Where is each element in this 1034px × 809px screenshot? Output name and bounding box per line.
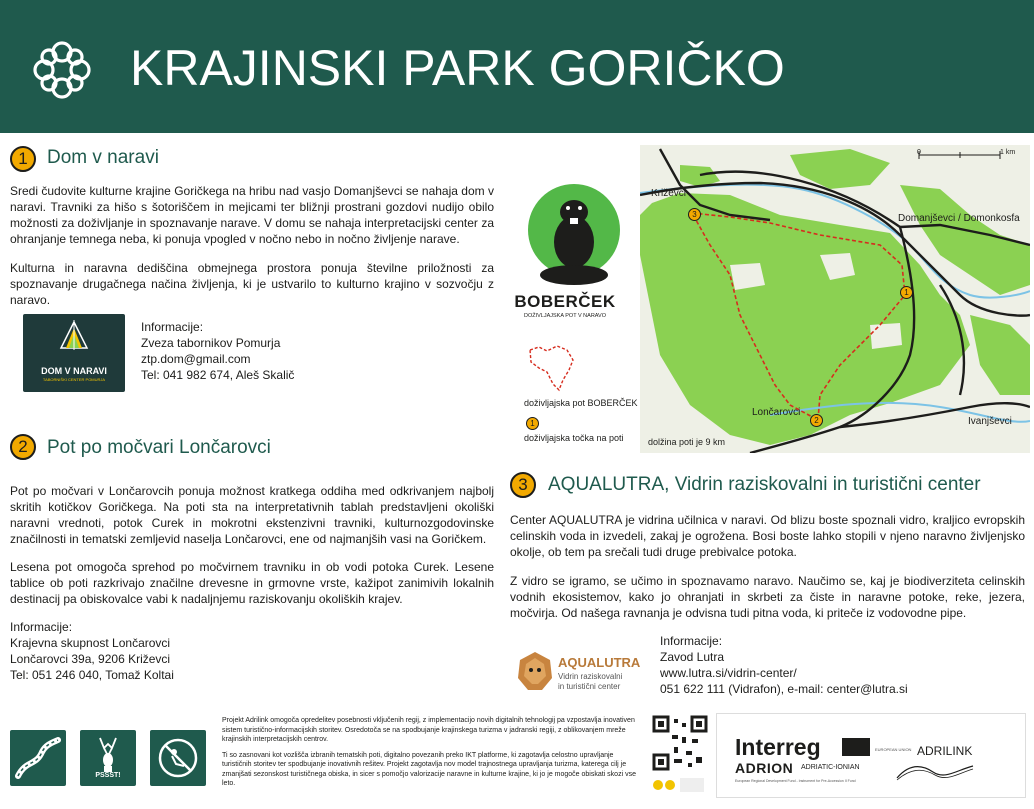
section-1-info — [141, 319, 294, 383]
map-scale-zero: 0 — [917, 149, 921, 156]
dom-v-naravi-logo — [23, 314, 125, 392]
section-2-info-address: Lončarovci 39a, 9206 Križevci — [10, 652, 171, 666]
section-1-info-line: Informacije: — [141, 320, 204, 334]
eu-flag-icon — [842, 738, 870, 756]
section-1-info-email[interactable]: ztp.dom@gmail.com — [141, 352, 251, 366]
dom-v-naravi-logo-subtitle: TABORNIŠKI CENTER POMURJA — [42, 377, 106, 382]
map-place-krizevci: Križevci — [651, 188, 687, 199]
section-1-title: Dom v naravi — [47, 147, 159, 168]
page-title: KRAJINSKI PARK GORIČKO — [130, 40, 785, 96]
footer-text-1: Projekt Adrilink omogoča opredelitev posebnosti vključenih regij, z implementacijo novih digitalnih tehnologij pa vzpostavlja inovativen sistem turistično-informacijskih storitev. Osredotoča se na spodbujanje krajinskega turizma v jadranski regiji, z oblikovanjem mreže krajinskih interpretacijskih centrov. — [222, 717, 635, 743]
map-point-1: 1 — [900, 286, 913, 299]
goricko-flower-logo-icon — [30, 38, 94, 102]
deer-icon — [80, 730, 136, 786]
footer-project-description — [222, 716, 640, 795]
section-2-number: 2 — [10, 434, 36, 460]
section-3-info-line: Zavod Lutra — [660, 650, 725, 664]
interreg-adrion-logo-box — [716, 713, 1026, 798]
bobercek-logo — [510, 180, 638, 330]
footer-pictograms — [10, 730, 206, 786]
section-2-info-phone: Tel: 051 246 040, Tomaž Koltai — [10, 668, 174, 682]
aqualutra-logo — [516, 650, 641, 694]
legend-path-sample-icon — [525, 342, 585, 396]
map-point-2: 2 — [810, 414, 823, 427]
map-point-3: 3 — [688, 208, 701, 221]
bicycle-path-icon — [10, 730, 66, 786]
section-3-info-line: Informacije: — [660, 634, 723, 648]
partner-logos-icon — [652, 774, 708, 796]
aqualutra-logo-title: AQUALUTRA — [558, 655, 641, 670]
map-route-length: dolžina poti je 9 km — [648, 437, 726, 447]
map-place-loncarovci: Lončarovci — [752, 407, 801, 418]
section-3-title: AQUALUTRA, Vidrin raziskovalni in turistični center — [548, 474, 981, 495]
section-2-paragraph-2: Lesena pot omogoča sprehod po močvirnem travniku in ob vodi potoka Curek. Lesene tablice ob poti razkrivajo značilne drevesne in grmovne vrste, kažipot zanimivih lokalnih destinacij pa obiskovalce vabi k nadaljnjemu raziskovanju okoliških krajev. — [10, 560, 494, 606]
section-2-info-line: Informacije: — [10, 620, 73, 634]
section-3-paragraph-1: Center AQUALUTRA je vidrina učilnica v naravi. Od blizu boste spoznali vidro, kraljico evropskih celinskih voda in izvedeli, zakaj je ogrožena. Bosi boste lahko stopili v njeno naravno življenjsko okolje, ob tem pa srečali tudi druge prebivalce potoka. — [510, 513, 1025, 559]
section-3-info — [660, 633, 908, 697]
section-1-info-line: Zveza tabornikov Pomurja — [141, 336, 281, 350]
footer-text-2: Ti so zasnovani kot vozlišča izbranih tematskih poti, digitalno povezanih preko IKT platforme, ki zagotavlja celostno upravljanje turističnih storitev ter spodbujanje inovativnih rešitev. Projekt zagotavlja nov model trajnostnega upravljanja turizma, katerega cilj je zmanjšati sezonskost turističnega obiska, in sicer s pomočjo valorizacije naravne in kulturne krajine, ki jo je mogoče obiskati skozi vse leto. — [222, 751, 636, 787]
eu-fund-label: European Regional Development Fund - Instrument for Pre-Accession II Fund — [735, 779, 856, 783]
legend-point-marker: 1 — [526, 417, 539, 430]
section-3-number: 3 — [510, 472, 536, 498]
aqualutra-logo-subtitle-1: Vidrin raziskovalni — [558, 672, 623, 681]
no-littering-icon — [150, 730, 206, 786]
section-1-number: 1 — [10, 146, 36, 172]
section-1-info-phone: Tel: 041 982 674, Aleš Skalič — [141, 368, 295, 382]
section-3-info-url[interactable]: www.lutra.si/vidrin-center/ — [660, 666, 797, 680]
bobercek-logo-tagline: DOŽIVLJAJSKA POT V NARAVO — [523, 313, 606, 319]
route-map — [640, 145, 1030, 453]
adriatic-ionian-label: ADRIATIC-IONIAN — [801, 764, 860, 771]
qr-code-icon[interactable] — [652, 715, 708, 771]
legend-point-label: doživljajska točka na poti — [524, 433, 624, 443]
legend-path-label: doživljajska pot BOBERČEK — [524, 398, 638, 408]
adrilink-wave-icon — [895, 762, 975, 782]
header-banner — [0, 0, 1034, 133]
section-2-paragraph-1: Pot po močvari v Lončarovcih ponuja možnost kratkega oddiha med odkrivanjem najbolj skritih kotičkov Goričkega. Na poti sta na interpretativnih tablah predstavljeni okoliški naravni vrednoti, potok Curek in mokrotni ekstenzivni travniki, kulturnozgodovinske značilnosti in tematski zemljevid naselja Lončarovci, ene od najmanjših vasi na Goričkem. — [10, 484, 494, 546]
section-2-title: Pot po močvari Lončarovci — [47, 437, 271, 458]
dom-v-naravi-logo-title: DOM V NARAVI — [41, 366, 107, 376]
section-1-paragraph-2: Kulturna in naravna dediščina obmejnega prostora ponuja številne priložnosti za spoznavanje drugačnega načina življenja, ki je ustvarilo to kulturno krajino v sozvočju z naravo. — [10, 261, 494, 307]
section-2-info — [10, 619, 174, 683]
section-1-paragraph-1: Sredi čudovite kulturne krajine Goričkega na hribu nad vasjo Domanjševci se nahaja dom v naravi. Travniki za hišo s šotoriščem in mejicami ter bližnji prostrani gozdovi nudijo obilo možnosti za doživljanje in spoznavanje narave. V domu se nahaja interpretacijski center za ohranjanje temnega neba, ki ponuja vpogled v nočno nebo in nočno življenje narave. — [10, 184, 494, 246]
adrion-label: ADRION — [735, 760, 794, 776]
map-place-ivanjsevci: Ivanjševci — [968, 416, 1012, 427]
map-place-domanjsevci: Domanjševci / Domonkosfa — [898, 213, 1020, 224]
aqualutra-logo-subtitle-2: in turistični center — [558, 682, 621, 691]
beaver-icon — [510, 180, 638, 295]
bobercek-logo-title: BOBERČEK — [514, 292, 616, 311]
interreg-logo-text: Interreg — [735, 734, 821, 760]
map-scale-km: 1 km — [1000, 149, 1016, 156]
otter-icon — [516, 650, 554, 694]
eu-label: EUROPEAN UNION — [875, 747, 912, 752]
adrilink-label: ADRILINK — [917, 744, 973, 758]
deer-icon-label: PSSST! — [95, 772, 121, 779]
section-2-info-line: Krajevna skupnost Lončarovci — [10, 636, 171, 650]
section-3-paragraph-2: Z vidro se igramo, se učimo in spoznavamo naravo. Naučimo se, kaj je biodiverziteta celinskih vodnih ekosistemov, kako jo ohranjati in skrbeti za čiste in naravne potoke, reke, jezera, močvirja. Od našega ravnanja je odvisna tudi pitna voda, ki priteče iz vodovodne pipe. — [510, 574, 1025, 620]
section-3-info-contact: 051 622 111 (Vidrafon), e-mail: center@lutra.si — [660, 682, 908, 696]
